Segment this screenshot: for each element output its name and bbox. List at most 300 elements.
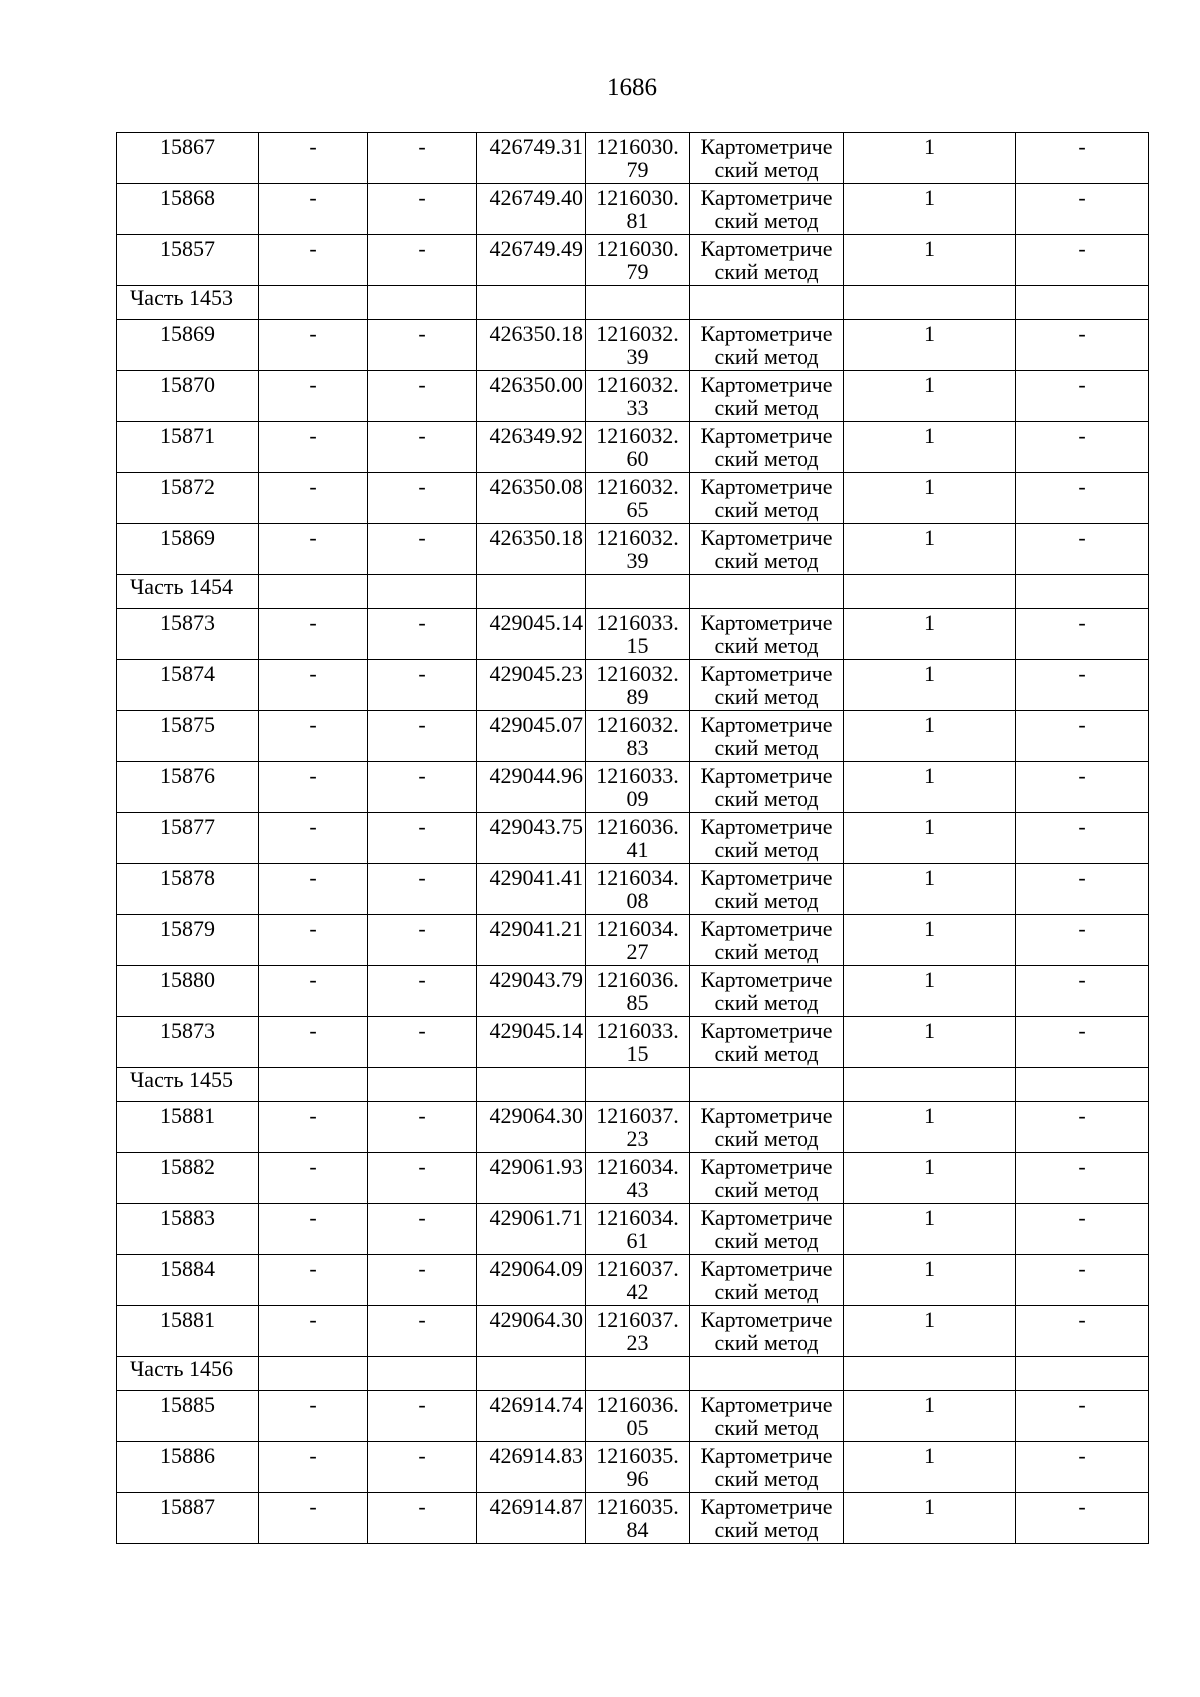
y-coordinate-tail: 08: [626, 888, 649, 913]
table-row: [117, 1442, 1149, 1493]
dash-cell-text: -: [309, 1494, 317, 1519]
x-coordinate-text: 429061.71: [489, 1205, 583, 1230]
accuracy: [844, 1306, 1016, 1357]
empty-cell: [368, 286, 477, 320]
note-text: -: [1078, 661, 1086, 686]
table-row: [117, 371, 1149, 422]
method-tail: ский метод: [714, 157, 819, 182]
x-coordinate-text: 426749.31: [489, 134, 583, 159]
accuracy-text: 1: [924, 1103, 935, 1128]
accuracy: [844, 813, 1016, 864]
y-coordinate-text: 1216030.: [596, 236, 679, 261]
point-id-text: 15886: [160, 1443, 215, 1468]
accuracy: [844, 133, 1016, 184]
dash-cell-text: -: [309, 1154, 317, 1179]
accuracy-text: 1: [924, 474, 935, 499]
point-id: [117, 320, 259, 371]
note: [1016, 371, 1149, 422]
y-coordinate: [586, 1306, 690, 1357]
dash-cell: [368, 1442, 477, 1493]
dash-cell-text: -: [418, 814, 426, 839]
method-tail: ский метод: [714, 1466, 819, 1491]
note: [1016, 609, 1149, 660]
empty-cell: [1016, 1357, 1149, 1391]
dash-cell-text: -: [418, 1392, 426, 1417]
part-header-row: [117, 1357, 1149, 1391]
x-coordinate: [477, 915, 586, 966]
empty-cell: [368, 1357, 477, 1391]
point-id: [117, 133, 259, 184]
x-coordinate-text: 426914.74: [489, 1392, 583, 1417]
note-text: -: [1078, 1205, 1086, 1230]
empty-cell: [368, 575, 477, 609]
dash-cell-text: -: [418, 1154, 426, 1179]
dash-cell-text: -: [309, 967, 317, 992]
note-text: -: [1078, 1103, 1086, 1128]
y-coordinate-text: 1216030.: [596, 185, 679, 210]
accuracy: [844, 1493, 1016, 1544]
y-coordinate: [586, 813, 690, 864]
accuracy: [844, 711, 1016, 762]
method-tail: ский метод: [714, 1330, 819, 1355]
dash-cell-text: -: [309, 1392, 317, 1417]
dash-cell-text: -: [309, 763, 317, 788]
y-coordinate: [586, 966, 690, 1017]
method-text: Картометриче: [700, 1018, 833, 1043]
y-coordinate-text: 1216034.: [596, 1154, 679, 1179]
y-coordinate-tail: 41: [626, 837, 649, 862]
table-row: [117, 133, 1149, 184]
point-id: [117, 1153, 259, 1204]
empty-cell: [844, 575, 1016, 609]
table-row: [117, 813, 1149, 864]
method: [690, 235, 844, 286]
dash-cell: [368, 422, 477, 473]
y-coordinate: [586, 184, 690, 235]
method-text: Картометриче: [700, 474, 833, 499]
y-coordinate-tail: 89: [626, 684, 649, 709]
y-coordinate-text: 1216037.: [596, 1103, 679, 1128]
y-coordinate: [586, 473, 690, 524]
dash-cell: [368, 1102, 477, 1153]
method-text: Картометриче: [700, 236, 833, 261]
empty-cell: [477, 575, 586, 609]
point-id-text: 15887: [160, 1494, 215, 1519]
empty-cell: [259, 1068, 368, 1102]
point-id: [117, 711, 259, 762]
point-id-text: 15885: [160, 1392, 215, 1417]
accuracy-text: 1: [924, 1256, 935, 1281]
x-coordinate-text: 429043.75: [489, 814, 583, 839]
x-coordinate: [477, 966, 586, 1017]
dash-cell: [259, 1153, 368, 1204]
method: [690, 609, 844, 660]
point-id: [117, 660, 259, 711]
accuracy: [844, 762, 1016, 813]
table-row: [117, 1204, 1149, 1255]
dash-cell-text: -: [309, 610, 317, 635]
x-coordinate-text: 426749.40: [489, 185, 583, 210]
y-coordinate: [586, 864, 690, 915]
method-tail: ский метод: [714, 344, 819, 369]
y-coordinate-text: 1216036.: [596, 1392, 679, 1417]
note: [1016, 422, 1149, 473]
dash-cell: [259, 711, 368, 762]
y-coordinate: [586, 133, 690, 184]
accuracy: [844, 1017, 1016, 1068]
point-id: [117, 915, 259, 966]
y-coordinate-text: 1216032.: [596, 661, 679, 686]
point-id: [117, 473, 259, 524]
point-id-text: 15874: [160, 661, 215, 686]
method-text: Картометриче: [700, 1103, 833, 1128]
accuracy-text: 1: [924, 1494, 935, 1519]
dash-cell: [259, 184, 368, 235]
dash-cell: [368, 711, 477, 762]
point-id-text: 15868: [160, 185, 215, 210]
y-coordinate: [586, 235, 690, 286]
accuracy: [844, 1204, 1016, 1255]
accuracy-text: 1: [924, 236, 935, 261]
point-id-text: 15857: [160, 236, 215, 261]
dash-cell-text: -: [418, 712, 426, 737]
dash-cell-text: -: [309, 474, 317, 499]
method: [690, 660, 844, 711]
accuracy-text: 1: [924, 372, 935, 397]
x-coordinate-text: 429044.96: [489, 763, 583, 788]
method: [690, 1306, 844, 1357]
note: [1016, 1153, 1149, 1204]
dash-cell: [259, 1493, 368, 1544]
dash-cell: [368, 371, 477, 422]
dash-cell-text: -: [418, 134, 426, 159]
y-coordinate: [586, 1442, 690, 1493]
note: [1016, 1306, 1149, 1357]
dash-cell: [259, 1255, 368, 1306]
dash-cell: [259, 1391, 368, 1442]
point-id-text: 15867: [160, 134, 215, 159]
x-coordinate: [477, 864, 586, 915]
table-row: [117, 660, 1149, 711]
dash-cell-text: -: [309, 1307, 317, 1332]
y-coordinate-text: 1216034.: [596, 1205, 679, 1230]
dash-cell-text: -: [309, 814, 317, 839]
note: [1016, 864, 1149, 915]
dash-cell: [368, 864, 477, 915]
point-id: [117, 235, 259, 286]
accuracy-text: 1: [924, 967, 935, 992]
note-text: -: [1078, 1443, 1086, 1468]
method-text: Картометриче: [700, 916, 833, 941]
dash-cell-text: -: [309, 423, 317, 448]
table-row: [117, 320, 1149, 371]
x-coordinate: [477, 813, 586, 864]
accuracy: [844, 422, 1016, 473]
dash-cell: [259, 813, 368, 864]
method-text: Картометриче: [700, 525, 833, 550]
x-coordinate: [477, 524, 586, 575]
accuracy: [844, 473, 1016, 524]
y-coordinate-text: 1216033.: [596, 763, 679, 788]
part-label: Часть 1453: [117, 286, 259, 320]
y-coordinate: [586, 1391, 690, 1442]
point-id-text: 15879: [160, 916, 215, 941]
y-coordinate-tail: 05: [626, 1415, 649, 1440]
dash-cell: [259, 864, 368, 915]
y-coordinate: [586, 1255, 690, 1306]
y-coordinate-tail: 96: [626, 1466, 649, 1491]
x-coordinate: [477, 235, 586, 286]
note-text: -: [1078, 236, 1086, 261]
point-id-text: 15876: [160, 763, 215, 788]
dash-cell-text: -: [309, 1256, 317, 1281]
y-coordinate-text: 1216037.: [596, 1307, 679, 1332]
y-coordinate-tail: 15: [626, 633, 649, 658]
method-tail: ский метод: [714, 786, 819, 811]
dash-cell: [259, 473, 368, 524]
accuracy: [844, 915, 1016, 966]
method: [690, 1493, 844, 1544]
method-text: Картометриче: [700, 1443, 833, 1468]
method-text: Картометриче: [700, 967, 833, 992]
empty-cell: [586, 575, 690, 609]
table-row: [117, 473, 1149, 524]
accuracy-text: 1: [924, 1307, 935, 1332]
point-id: [117, 524, 259, 575]
dash-cell: [368, 320, 477, 371]
x-coordinate-text: 426914.87: [489, 1494, 583, 1519]
dash-cell: [368, 1493, 477, 1544]
point-id: [117, 1017, 259, 1068]
y-coordinate: [586, 524, 690, 575]
dash-cell-text: -: [418, 423, 426, 448]
method: [690, 1204, 844, 1255]
method-text: Картометриче: [700, 1307, 833, 1332]
accuracy: [844, 524, 1016, 575]
dash-cell-text: -: [418, 916, 426, 941]
method-tail: ский метод: [714, 1415, 819, 1440]
accuracy: [844, 1442, 1016, 1493]
empty-cell: [477, 1357, 586, 1391]
accuracy: [844, 320, 1016, 371]
table-row: [117, 762, 1149, 813]
method: [690, 1102, 844, 1153]
part-header-row: [117, 1068, 1149, 1102]
point-id: [117, 864, 259, 915]
point-id-text: 15877: [160, 814, 215, 839]
x-coordinate: [477, 1442, 586, 1493]
dash-cell-text: -: [309, 916, 317, 941]
method-text: Картометриче: [700, 1256, 833, 1281]
method-text: Картометриче: [700, 712, 833, 737]
point-id: [117, 813, 259, 864]
method-tail: ский метод: [714, 1279, 819, 1304]
y-coordinate-tail: 81: [626, 208, 649, 233]
note-text: -: [1078, 1256, 1086, 1281]
method-tail: ский метод: [714, 1517, 819, 1542]
accuracy: [844, 1391, 1016, 1442]
table-row: [117, 524, 1149, 575]
note: [1016, 813, 1149, 864]
note-text: -: [1078, 1494, 1086, 1519]
y-coordinate-text: 1216035.: [596, 1443, 679, 1468]
empty-cell: [586, 1068, 690, 1102]
method-tail: ский метод: [714, 1041, 819, 1066]
y-coordinate-tail: 39: [626, 344, 649, 369]
point-id: [117, 1391, 259, 1442]
dash-cell-text: -: [418, 1307, 426, 1332]
point-id-text: 15880: [160, 967, 215, 992]
point-id-text: 15881: [160, 1103, 215, 1128]
y-coordinate-text: 1216032.: [596, 525, 679, 550]
method-tail: ский метод: [714, 837, 819, 862]
note-text: -: [1078, 967, 1086, 992]
point-id: [117, 422, 259, 473]
note-text: -: [1078, 321, 1086, 346]
y-coordinate-text: 1216034.: [596, 916, 679, 941]
table-row: [117, 184, 1149, 235]
point-id: [117, 609, 259, 660]
coordinates-table: [116, 132, 1149, 1544]
table-row: [117, 966, 1149, 1017]
note: [1016, 235, 1149, 286]
empty-cell: [368, 1068, 477, 1102]
method: [690, 711, 844, 762]
dash-cell-text: -: [418, 763, 426, 788]
empty-cell: [844, 1068, 1016, 1102]
accuracy-text: 1: [924, 1154, 935, 1179]
method-text: Картометриче: [700, 134, 833, 159]
y-coordinate-tail: 84: [626, 1517, 649, 1542]
dash-cell-text: -: [418, 661, 426, 686]
method: [690, 864, 844, 915]
point-id-text: 15869: [160, 321, 215, 346]
dash-cell-text: -: [418, 236, 426, 261]
x-coordinate: [477, 762, 586, 813]
dash-cell: [259, 524, 368, 575]
part-label: Часть 1456: [117, 1357, 259, 1391]
accuracy-text: 1: [924, 814, 935, 839]
empty-cell: [1016, 1068, 1149, 1102]
dash-cell: [259, 1306, 368, 1357]
accuracy: [844, 660, 1016, 711]
x-coordinate: [477, 711, 586, 762]
note-text: -: [1078, 610, 1086, 635]
x-coordinate: [477, 422, 586, 473]
dash-cell: [368, 133, 477, 184]
method: [690, 320, 844, 371]
y-coordinate-text: 1216032.: [596, 321, 679, 346]
dash-cell: [368, 1017, 477, 1068]
method: [690, 966, 844, 1017]
empty-cell: [690, 1357, 844, 1391]
point-id-text: 15882: [160, 1154, 215, 1179]
x-coordinate-text: 429064.09: [489, 1256, 583, 1281]
dash-cell-text: -: [309, 525, 317, 550]
note-text: -: [1078, 1154, 1086, 1179]
method: [690, 133, 844, 184]
empty-cell: [844, 1357, 1016, 1391]
accuracy-text: 1: [924, 1018, 935, 1043]
accuracy-text: 1: [924, 865, 935, 890]
point-id: [117, 1255, 259, 1306]
method-text: Картометриче: [700, 661, 833, 686]
point-id: [117, 1493, 259, 1544]
dash-cell: [368, 1204, 477, 1255]
note-text: -: [1078, 1018, 1086, 1043]
y-coordinate-tail: 43: [626, 1177, 649, 1202]
note: [1016, 762, 1149, 813]
part-header-row: [117, 286, 1149, 320]
point-id-text: 15873: [160, 1018, 215, 1043]
accuracy: [844, 864, 1016, 915]
table-row: [117, 1493, 1149, 1544]
x-coordinate-text: 429041.41: [489, 865, 583, 890]
point-id: [117, 1442, 259, 1493]
y-coordinate-text: 1216033.: [596, 610, 679, 635]
x-coordinate-text: 426749.49: [489, 236, 583, 261]
y-coordinate-tail: 65: [626, 497, 649, 522]
dash-cell: [368, 762, 477, 813]
method-text: Картометриче: [700, 763, 833, 788]
x-coordinate: [477, 660, 586, 711]
method-tail: ский метод: [714, 633, 819, 658]
method-text: Картометриче: [700, 1494, 833, 1519]
accuracy-text: 1: [924, 423, 935, 448]
method-text: Картометриче: [700, 1392, 833, 1417]
note-text: -: [1078, 372, 1086, 397]
y-coordinate: [586, 320, 690, 371]
dash-cell-text: -: [418, 185, 426, 210]
y-coordinate-text: 1216035.: [596, 1494, 679, 1519]
y-coordinate-tail: 27: [626, 939, 649, 964]
empty-cell: [259, 1357, 368, 1391]
accuracy-text: 1: [924, 1392, 935, 1417]
method-text: Картометриче: [700, 1205, 833, 1230]
table-row: [117, 1153, 1149, 1204]
point-id-text: 15883: [160, 1205, 215, 1230]
x-coordinate-text: 429045.07: [489, 712, 583, 737]
x-coordinate-text: 429041.21: [489, 916, 583, 941]
empty-cell: [1016, 286, 1149, 320]
note-text: -: [1078, 916, 1086, 941]
y-coordinate-tail: 23: [626, 1126, 649, 1151]
accuracy: [844, 184, 1016, 235]
note: [1016, 660, 1149, 711]
x-coordinate-text: 426350.00: [489, 372, 583, 397]
y-coordinate-text: 1216032.: [596, 712, 679, 737]
note: [1016, 711, 1149, 762]
dash-cell-text: -: [309, 134, 317, 159]
point-id: [117, 1204, 259, 1255]
y-coordinate: [586, 762, 690, 813]
x-coordinate: [477, 473, 586, 524]
method-text: Картометриче: [700, 814, 833, 839]
y-coordinate-tail: 09: [626, 786, 649, 811]
point-id: [117, 184, 259, 235]
dash-cell: [368, 1255, 477, 1306]
y-coordinate: [586, 1102, 690, 1153]
table-row: [117, 1102, 1149, 1153]
method-tail: ский метод: [714, 1228, 819, 1253]
note-text: -: [1078, 712, 1086, 737]
method-text: Картометриче: [700, 185, 833, 210]
method: [690, 1017, 844, 1068]
dash-cell: [259, 371, 368, 422]
y-coordinate: [586, 915, 690, 966]
point-id-text: 15871: [160, 423, 215, 448]
method: [690, 524, 844, 575]
